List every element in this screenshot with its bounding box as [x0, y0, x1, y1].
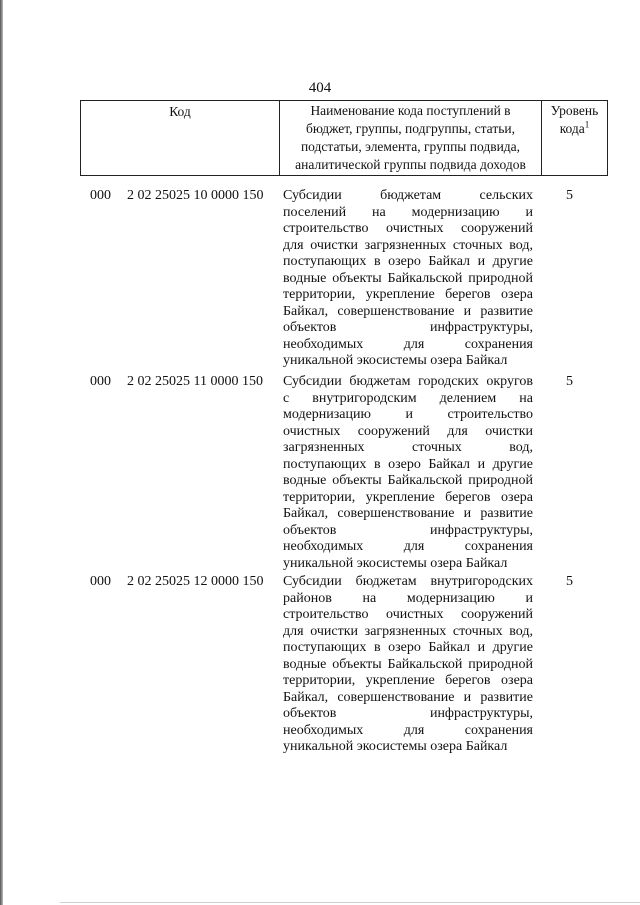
scan-edge-bottom — [60, 902, 640, 903]
description-line: Байкал, совершенствование и развитие — [283, 303, 533, 319]
description-line: модернизацию и строительство — [283, 407, 533, 422]
description-line: строительство очистных сооружений — [283, 607, 533, 622]
description-line: для очистки загрязненных сточных вод, — [283, 237, 533, 253]
description-line: территории, укрепление берегов озера — [283, 287, 533, 302]
table-header — [80, 100, 608, 176]
header-level-line: Уровень — [550, 103, 599, 118]
header-name-line: подстатьи, элемента, группы подвида, — [300, 139, 521, 154]
description-line: территории, укрепление берегов озера — [283, 489, 533, 505]
level-value: 5 — [566, 574, 573, 589]
admin-code: 000 — [90, 188, 111, 203]
description-line: загрязненных сточных вод, — [283, 440, 533, 455]
description-line: Байкал, совершенствование и развитие — [283, 689, 533, 705]
header-name — [280, 101, 542, 176]
description-line: уникальной экосистемы озера Байкал — [283, 739, 508, 754]
description-line: уникальной экосистемы озера Байкал — [283, 555, 508, 571]
revenue-description — [283, 188, 533, 370]
header-level-line2 — [545, 120, 604, 138]
revenue-description — [283, 374, 533, 572]
description-line: водные объекты Байкальской природной — [283, 656, 533, 672]
admin-code: 000 — [90, 574, 111, 589]
admin-code: 000 — [90, 374, 111, 389]
header-code: Код — [81, 101, 280, 176]
scan-edge — [0, 0, 3, 905]
header-level — [542, 101, 608, 176]
level-value: 5 — [566, 374, 573, 389]
description-line: поступающих в озеро Байкал и другие — [283, 640, 533, 655]
level-value: 5 — [566, 188, 573, 203]
description-line: поселений на модернизацию и — [283, 204, 533, 220]
description-line: Субсидии бюджетам внутригородских — [283, 574, 533, 589]
description-line: водные объекты Байкальской природной — [283, 270, 533, 286]
description-line: для очистки загрязненных сточных вод, — [283, 623, 533, 639]
description-line: Субсидии бюджетам сельских — [283, 188, 533, 203]
description-line: объектов инфраструктуры, — [283, 522, 533, 538]
revenue-code: 2 02 25025 10 0000 150 — [127, 188, 264, 203]
description-line: строительство очистных сооружений — [283, 221, 533, 236]
description-line: районов на модернизацию и — [283, 590, 533, 606]
description-line: объектов инфраструктуры, — [283, 706, 533, 721]
revenue-code: 2 02 25025 12 0000 150 — [127, 574, 264, 589]
header-name-line: Наименование кода поступлений в — [310, 103, 511, 118]
header-level-word: кода — [559, 121, 585, 136]
revenue-description — [283, 574, 533, 756]
description-line: Байкал, совершенствование и развитие — [283, 506, 533, 521]
description-line: необходимых для сохранения — [283, 722, 533, 738]
description-line: с внутригородским делением на — [283, 390, 533, 406]
description-line: необходимых для сохранения — [283, 336, 533, 352]
description-line: поступающих в озеро Байкал и другие — [283, 456, 533, 472]
header-name-line: бюджет, группы, подгруппы, статьи, — [306, 121, 515, 136]
description-line: водные объекты Байкальской природной — [283, 473, 533, 488]
header-name-line: аналитической группы подвида доходов — [295, 157, 526, 172]
description-line: Субсидии бюджетам городских округов — [283, 374, 533, 389]
description-line: уникальной экосистемы озера Байкал — [283, 353, 508, 368]
footnote-marker: 1 — [584, 119, 590, 130]
description-line: объектов инфраструктуры, — [283, 320, 533, 335]
description-line: поступающих в озеро Байкал и другие — [283, 254, 533, 269]
description-line: территории, укрепление берегов озера — [283, 673, 533, 688]
description-line: необходимых для сохранения — [283, 539, 533, 554]
revenue-code: 2 02 25025 11 0000 150 — [127, 374, 263, 389]
description-line: очистных сооружений для очистки — [283, 423, 533, 439]
page-number: 404 — [308, 80, 332, 96]
